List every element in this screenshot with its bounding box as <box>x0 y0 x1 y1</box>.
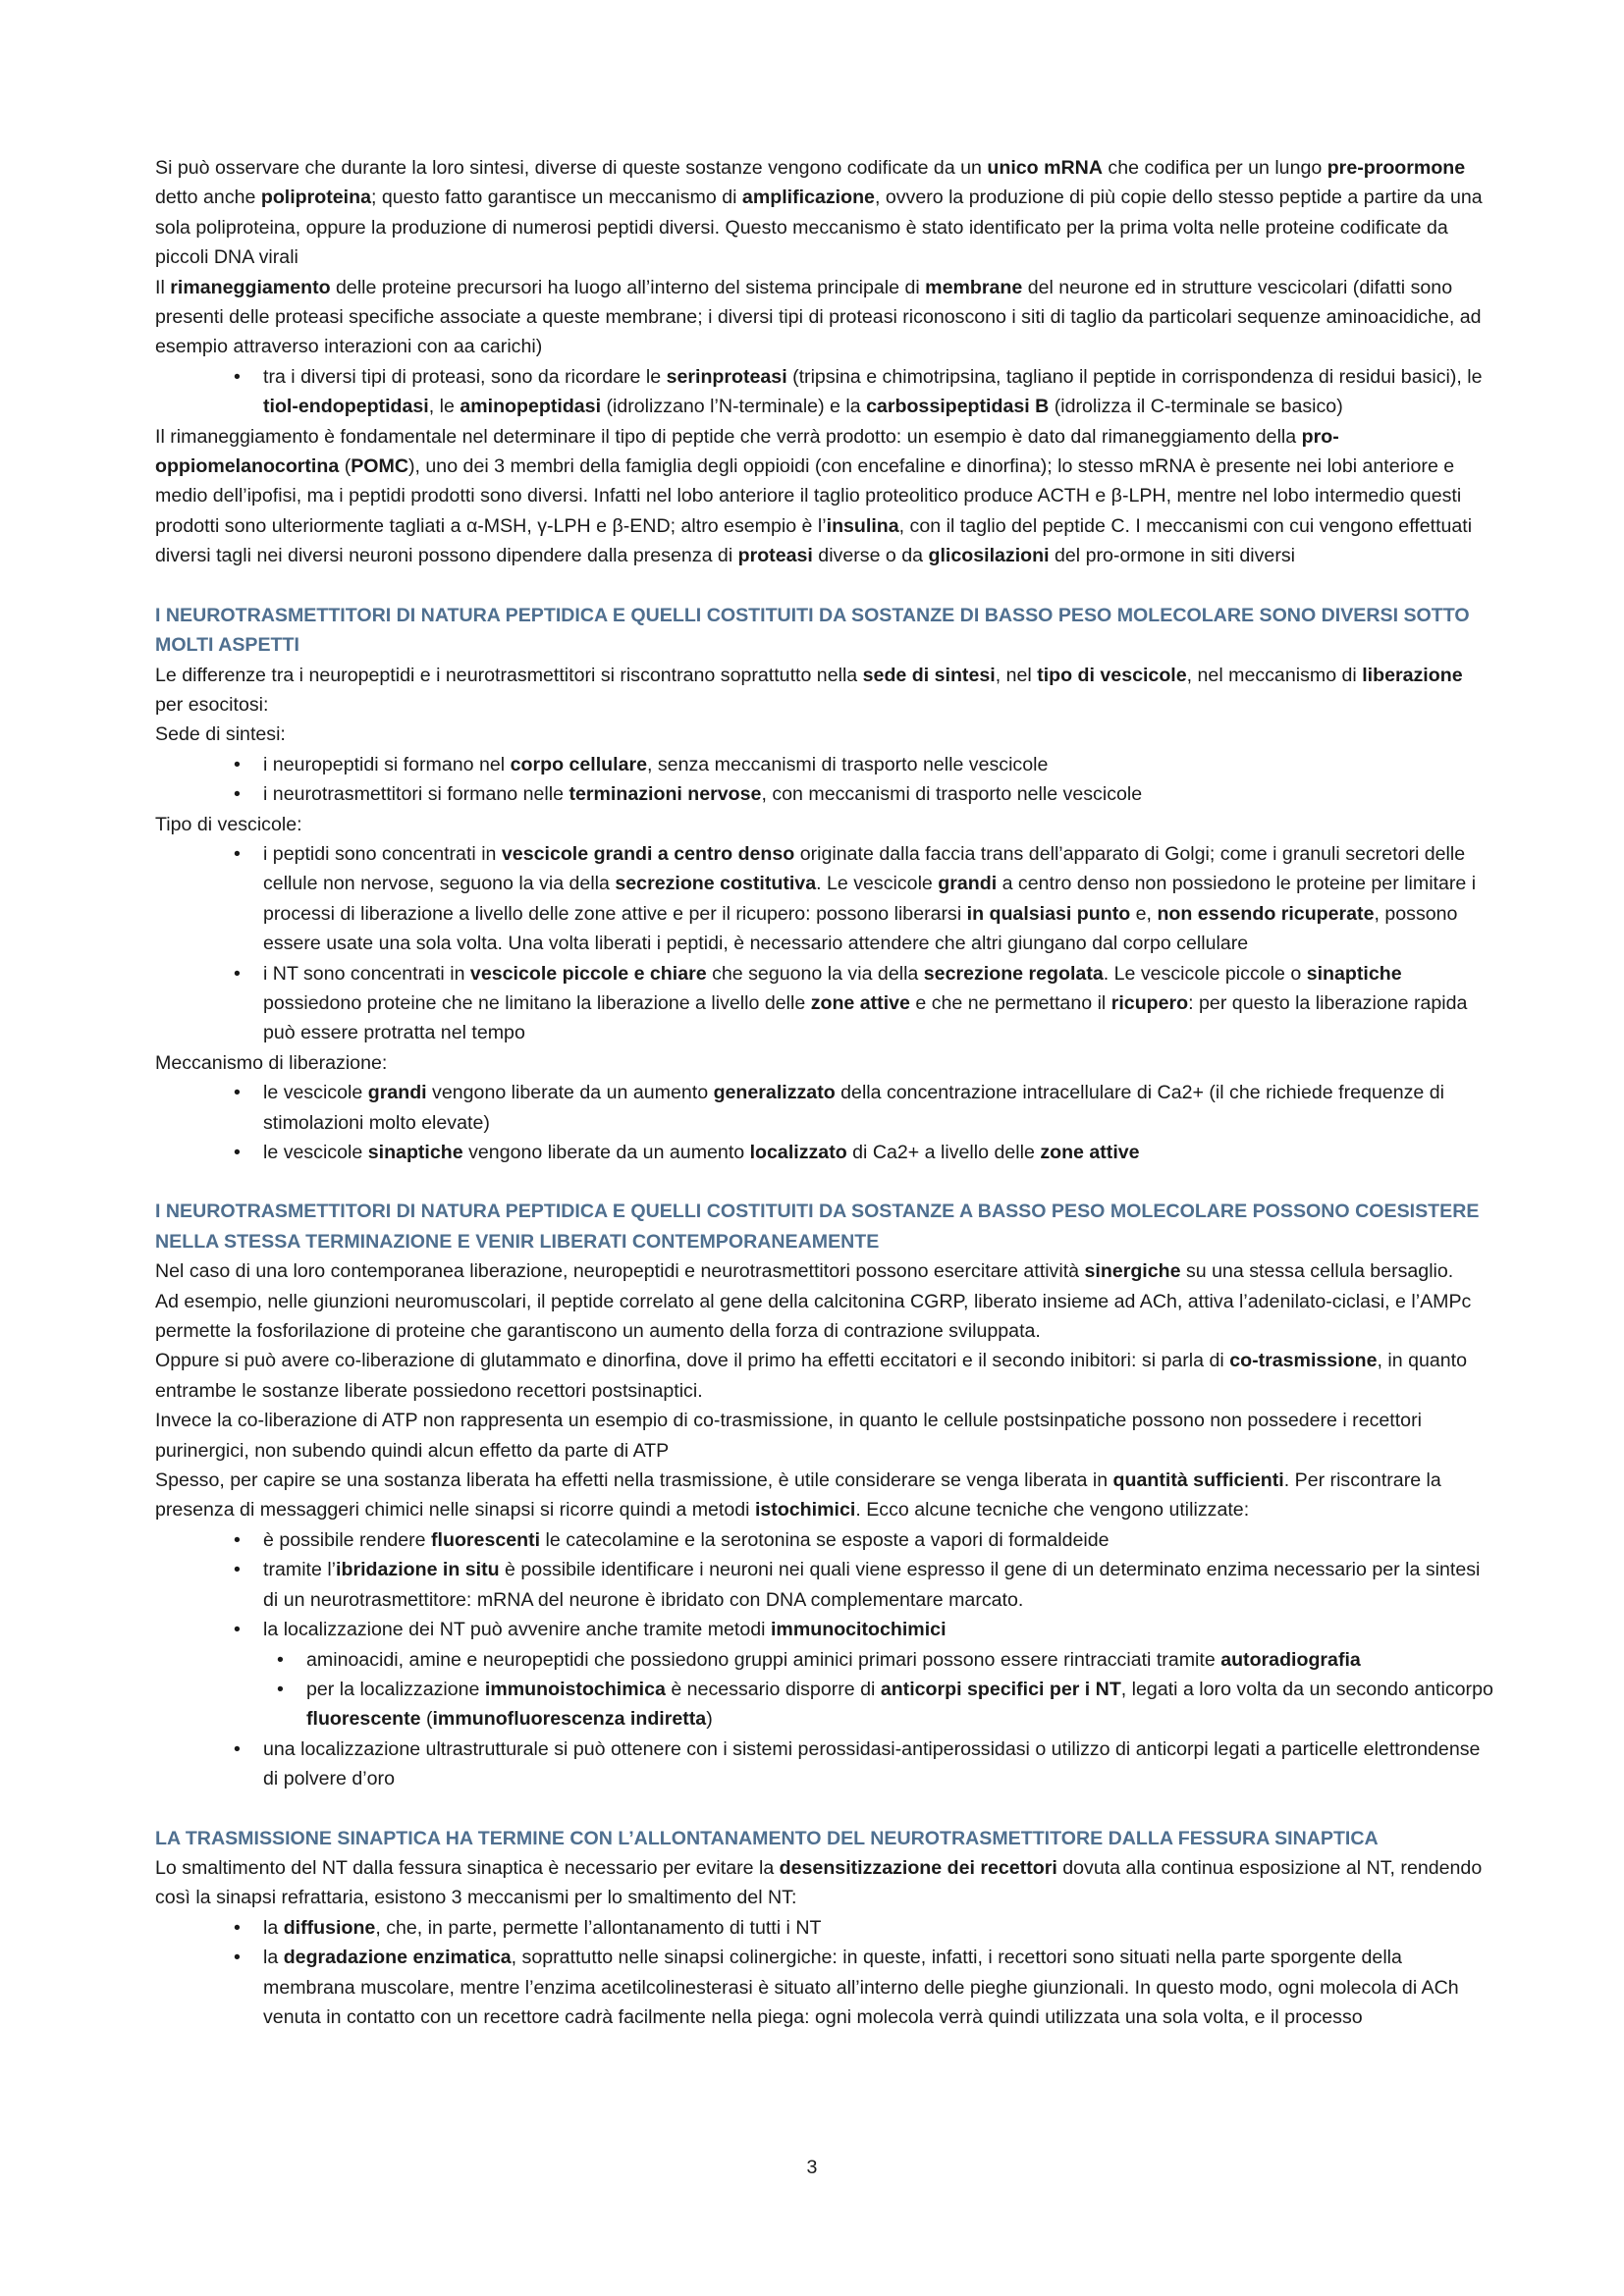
bold-term: degradazione enzimatica <box>283 1947 512 1969</box>
bold-term: amplificazione <box>741 187 875 209</box>
bold-term: desensitizzazione dei recettori <box>779 1856 1057 1879</box>
bullet-list <box>155 1913 1495 2033</box>
list-item: • la diffusione, che, in parte, permette l’allontanamento di tutti i NT <box>155 1913 1495 1943</box>
bold-term: liberazione <box>1362 664 1463 686</box>
list-item: • la degradazione enzimatica, soprattutto nelle sinapsi colinergiche: in queste, infatti, i recettori sono situati nella parte sporgente della membrana muscolare, mentre l’enzima acetilcolinesterasi è situato all’interno delle pieghe giunzionali. In questo modo, ogni molecola di ACh venuta in contatto con un recettore cadrà facilmente nella piega: ogni molecola verrà quindi utilizzata una sola volta, e il processo <box>155 1943 1495 2032</box>
paragraph: Invece la co-liberazione di ATP non rappresenta un esempio di co-trasmissione, in quanto le cellule postsinpatiche possono non possedere i recettori purinergici, non subendo quindi alcun effetto da parte di ATP <box>155 1410 1422 1462</box>
list-item <box>155 1615 1495 1735</box>
bold-term: POMC <box>351 455 408 478</box>
subheading: Meccanismo di liberazione: <box>155 1051 388 1074</box>
list-item: • una localizzazione ultrastrutturale si può ottenere con i sistemi perossidasi-antiperossidasi o utilizzo di anticorpi legati a particelle elettrondense di polvere d’oro <box>155 1735 1495 1794</box>
bold-term: secrezione regolata <box>923 962 1104 985</box>
subheading: Tipo di vescicole: <box>155 813 302 835</box>
paragraph: Lo smaltimento del NT dalla fessura sinaptica è necessario per evitare la desensitizzazione dei recettori dovuta alla continua esposizione al NT, rendendo così la sinapsi refrattaria, esistono 3 meccanismi per lo smaltimento del NT: <box>155 1856 1483 1909</box>
bold-term: unico mRNA <box>987 157 1103 179</box>
paragraph: Si può osservare che durante la loro sintesi, diverse di queste sostanze vengono codificate da un unico mRNA che codifica per un lungo pre-proormone detto anche poliproteina; questo fatto garantisce un meccanismo di amplificazione, ovvero la produzione di più copie dello stesso peptide a partire da una sola poliproteina, oppure la produzione di numerosi peptidi diversi. Questo meccanismo è stato identificato per la prima volta nelle proteine codificate da piccoli DNA virali <box>155 157 1483 269</box>
bold-term: serinproteasi <box>666 365 787 388</box>
bold-term: insulina <box>826 514 899 537</box>
bold-term: generalizzato <box>713 1082 836 1104</box>
bold-term: non essendo ricuperate <box>1157 902 1375 925</box>
section-heading: I NEUROTRASMETTITORI DI NATURA PEPTIDICA E QUELLI COSTITUITI DA SOSTANZE A BASSO PESO MOLECOLARE POSSONO COESISTERE NELLA STESSA TERMINAZIONE E VENIR LIBERATI CONTEMPORANEAMENTE <box>155 1201 1480 1253</box>
bold-term: glicosilazioni <box>928 545 1050 567</box>
bold-term: diffusione <box>283 1916 376 1939</box>
bullet-list <box>155 1525 1495 1794</box>
bold-term: poliproteina <box>260 187 371 209</box>
list-item: • è possibile rendere fluorescenti le catecolamine e la serotonina se esposte a vapori di formaldeide <box>155 1525 1495 1555</box>
bullet-list <box>155 750 1495 810</box>
bold-term: sinaptiche <box>1306 962 1402 985</box>
bold-term: anticorpi specifici per i NT <box>880 1678 1121 1700</box>
bold-term: terminazioni nervose <box>568 783 762 806</box>
bold-term: ibridazione in situ <box>336 1559 500 1581</box>
bullet-list <box>155 362 1495 422</box>
subheading: Sede di sintesi: <box>155 723 286 746</box>
bold-term: vescicole grandi a centro denso <box>501 842 795 865</box>
list-item-text: la localizzazione dei NT può avvenire anche tramite metodi immunocitochimici <box>263 1619 947 1641</box>
bold-term: rimaneggiamento <box>170 276 331 298</box>
list-item: • le vescicole grandi vengono liberate da un aumento generalizzato della concentrazione intracellulare di Ca2+ (il che richiede frequenze di stimolazioni molto elevate) <box>155 1078 1495 1138</box>
page-number: 3 <box>806 2157 818 2178</box>
document-page <box>155 153 1495 2032</box>
bold-term: co-trasmissione <box>1229 1350 1378 1372</box>
bold-term: quantità sufficienti <box>1112 1469 1284 1492</box>
nested-bullet-list <box>263 1645 1495 1735</box>
list-item: • tramite l’ibridazione in situ è possibile identificare i neuroni nei quali viene espresso il gene di un determinato enzima necessario per la sintesi di un neurotrasmettitore: mRNA del neurone è ibridato con DNA complementare marcato. <box>155 1555 1495 1615</box>
paragraph: Le differenze tra i neuropeptidi e i neurotrasmettitori si riscontrano soprattutto nella sede di sintesi, nel tipo di vescicole, nel meccanismo di liberazione per esocitosi: <box>155 664 1463 716</box>
bullet-list <box>155 839 1495 1048</box>
bold-term: immunoistochimica <box>484 1678 666 1700</box>
bold-term: carbossipeptidasi B <box>866 396 1050 418</box>
bold-term: vescicole piccole e chiare <box>469 962 707 985</box>
bold-term: corpo cellulare <box>510 753 647 775</box>
list-item: • i neurotrasmettitori si formano nelle terminazioni nervose, con meccanismi di trasporto nelle vescicole <box>155 779 1495 809</box>
bold-term: in qualsiasi punto <box>966 902 1131 925</box>
bold-term: fluorescenti <box>431 1528 541 1551</box>
bold-term: grandi <box>938 873 998 895</box>
bold-term: sede di sintesi <box>862 664 996 686</box>
bold-term: tiol-endopeptidasi <box>263 396 429 418</box>
list-item: • tra i diversi tipi di proteasi, sono da ricordare le serinproteasi (tripsina e chimotripsina, tagliano il peptide in corrispondenza di residui basici), le tiol-endopeptidasi, le aminopeptidasi (idrolizzano l’N-terminale) e la carbossipeptidasi B (idrolizza il C-terminale se basico) <box>155 362 1495 422</box>
list-item: • i peptidi sono concentrati in vescicole grandi a centro denso originate dalla faccia trans dell’apparato di Golgi; come i granuli secretori delle cellule non nervose, seguono la via della secrezione costitutiva. Le vescicole grandi a centro denso non possiedono le proteine per limitare i processi di liberazione a livello delle zone attive e per il ricupero: possono liberarsi in qualsiasi punto e, non essendo ricuperate, possono essere usate una sola volta. Una volta liberati i peptidi, è necessario attendere che altri giungano dal corpo cellulare <box>155 839 1495 959</box>
bold-term: sinergiche <box>1084 1260 1181 1283</box>
list-item: • le vescicole sinaptiche vengono liberate da un aumento localizzato di Ca2+ a livello delle zone attive <box>155 1138 1495 1167</box>
bold-term: zone attive <box>810 991 910 1014</box>
list-item: • aminoacidi, amine e neuropeptidi che possiedono gruppi aminici primari possono essere rintracciati tramite autoradiografia <box>263 1645 1495 1675</box>
bold-term: fluorescente <box>306 1708 421 1731</box>
list-item: • per la localizzazione immunoistochimica è necessario disporre di anticorpi specifici per i NT, legati a loro volta da un secondo anticorpo fluorescente (immunofluorescenza indiretta) <box>263 1675 1495 1735</box>
bullet-list <box>155 1078 1495 1167</box>
section-heading: I NEUROTRASMETTITORI DI NATURA PEPTIDICA E QUELLI COSTITUITI DA SOSTANZE DI BASSO PESO MOLECOLARE SONO DIVERSI SOTTO MOLTI ASPETTI <box>155 604 1470 657</box>
bold-term: sinaptiche <box>367 1142 463 1163</box>
bold-term: grandi <box>367 1082 427 1104</box>
bold-term: membrane <box>925 276 1023 298</box>
paragraph: Il rimaneggiamento è fondamentale nel determinare il tipo di peptide che verrà prodotto: un esempio è dato dal rimaneggiamento della pro-oppiomelanocortina (POMC), uno dei 3 membri della famiglia degli oppioidi (con encefaline e dinorfina); lo stesso mRNA è presente nei lobi anteriore e medio dell’ipofisi, ma i peptidi prodotti sono diversi. Infatti nel lobo anteriore il taglio proteolitico produce ACTH e β-LPH, mentre nel lobo intermedio questi prodotti sono ulteriormente tagliati a α-MSH, γ-LPH e β-END; altro esempio è l’insulina, con il taglio del peptide C. I meccanismi con cui vengono effettuati diversi tagli nei diversi neuroni possono dipendere dalla presenza di proteasi diverse o da glicosilazioni del pro-ormone in siti diversi <box>155 425 1473 567</box>
bold-term: autoradiografia <box>1220 1648 1361 1671</box>
section-heading: LA TRASMISSIONE SINAPTICA HA TERMINE CON L’ALLONTANAMENTO DEL NEUROTRASMETTITORE DALLA FESSURA SINAPTICA <box>155 1827 1379 1849</box>
paragraph: Oppure si può avere co-liberazione di glutammato e dinorfina, dove il primo ha effetti eccitatori e il secondo inibitori: si parla di co-trasmissione, in quanto entrambe le sostanze liberate possiedono recettori postsinaptici. <box>155 1350 1467 1402</box>
paragraph: Ad esempio, nelle giunzioni neuromuscolari, il peptide correlato al gene della calcitonina CGRP, liberato insieme ad ACh, attiva l’adenilato-ciclasi, e l’AMPc permette la fosforilazione di proteine che garantiscono un aumento della forza di contrazione sviluppata. <box>155 1290 1472 1343</box>
bold-term: ricupero <box>1110 991 1189 1014</box>
bold-term: tipo di vescicole <box>1037 664 1187 686</box>
paragraph: Spesso, per capire se una sostanza liberata ha effetti nella trasmissione, è utile considerare se venga liberata in quantità sufficienti. Per riscontrare la presenza di messaggeri chimici nelle sinapsi si ricorre quindi a metodi istochimici. Ecco alcune tecniche che vengono utilizzate: <box>155 1469 1441 1522</box>
bold-term: proteasi <box>737 545 813 567</box>
list-item: • i neuropeptidi si formano nel corpo cellulare, senza meccanismi di trasporto nelle vescicole <box>155 750 1495 779</box>
bold-term: immunocitochimici <box>770 1619 947 1641</box>
paragraph: Nel caso di una loro contemporanea liberazione, neuropeptidi e neurotrasmettitori possono esercitare attività sinergiche su una stessa cellula bersaglio. <box>155 1260 1454 1283</box>
bold-term: aminopeptidasi <box>460 396 602 418</box>
bold-term: localizzato <box>749 1142 847 1163</box>
bold-term: istochimici <box>754 1499 856 1522</box>
paragraph: Il rimaneggiamento delle proteine precursori ha luogo all’interno del sistema principale di membrane del neurone ed in strutture vescicolari (difatti sono presenti delle proteasi specifiche associate a queste membrane; i diversi tipi di proteasi riconoscono i siti di taglio da particolari sequenze aminoacidiche, ad esempio attraverso interazioni con aa carichi) <box>155 276 1482 358</box>
bold-term: zone attive <box>1040 1142 1140 1163</box>
bold-term: pre-proormone <box>1326 157 1466 179</box>
bold-term: secrezione costitutiva <box>615 873 817 895</box>
bold-term: pro-oppiomelanocortina <box>155 425 1339 478</box>
bold-term: immunofluorescenza indiretta <box>432 1708 707 1731</box>
list-item: • i NT sono concentrati in vescicole piccole e chiare che seguono la via della secrezione regolata. Le vescicole piccole o sinaptiche possiedono proteine che ne limitano la liberazione a livello delle zone attive e che ne permettano il ricupero: per questo la liberazione rapida può essere protratta nel tempo <box>155 959 1495 1048</box>
